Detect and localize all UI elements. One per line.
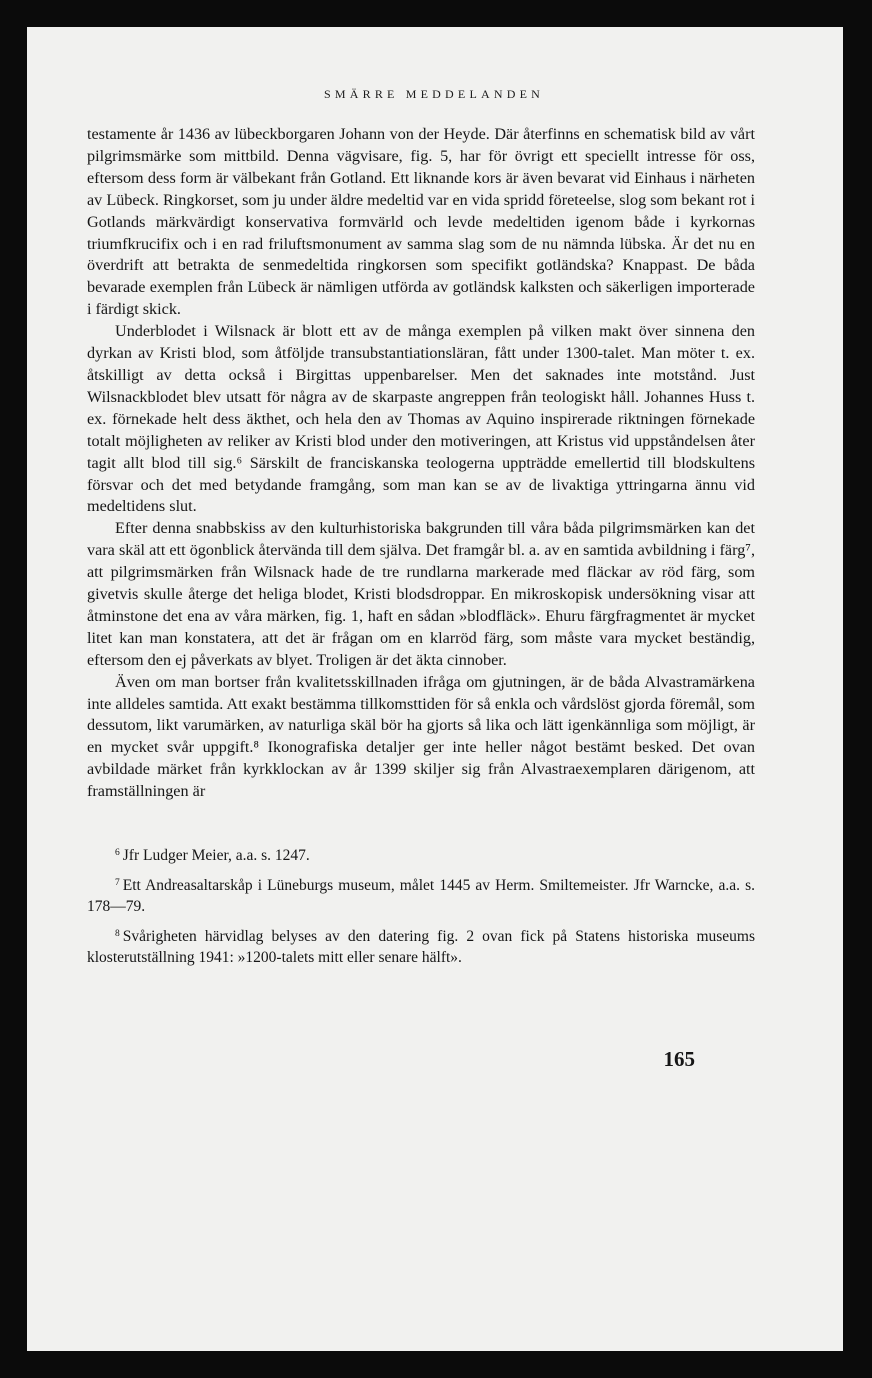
paragraph-2: Underblodet i Wilsnack är blott ett av de många exemplen på vilken makt över sinnena den dyrkan av Kristi blod, som åtföljde transubstantiationsläran, fått under 1300-talet. Man möter t. ex. åtskilligt av detta också i Birgittas uppenbarelser. Men det saknades inte motstånd. Just Wilsnackblodet blev utsatt för några av de skarpaste angreppen från teologiskt håll. Johannes Huss t. ex. förnekade helt dess äkthet, och hela den av Thomas av Aquino inspirerade riktningen förnekade totalt möjligheten av reliker av Kristi blod under den motiveringen, att Kristus vid uppståndelsen åter tagit allt blod till sig.⁶ Särskilt de franciskanska teologerna uppträdde emellertid till blodskultens försvar och det med betydande framgång, som man kan se av de livaktiga yttringarna ännu vid medeltidens slut. xyxy=(87,322,755,516)
footnotes xyxy=(87,843,755,968)
footnote-7 xyxy=(87,873,755,917)
footnote-mark: 7 xyxy=(115,878,120,889)
book-page xyxy=(27,27,843,1351)
footnote-text: Jfr Ludger Meier, a.a. s. 1247. xyxy=(122,847,310,865)
paragraph-1: testamente år 1436 av lübeckborgaren Johann von der Heyde. Där återfinns en schematisk bild av vårt pilgrimsmärke som mittbild. Denna vägvisare, fig. 5, har för övrigt ett speciellt intresse för oss, eftersom dess form är välbekant från Gotland. Ett liknande kors är även bevarat vid Einhaus i närheten av Lübeck. Ringkorset, som ju under äldre medeltid var en vida spridd företeelse, slog som bekant rot i Gotlands märkvärdigt konservativa formvärld och levde medeltiden igenom både i kyrkornas triumfkrucifix och i en rad friluftsmonument av samma slag som de nu nämnda lübska. Är det nu en överdrift att betrakta de senmedeltida ringkorsen som specifikt gotländska? Knappast. De båda bevarade exemplen från Lübeck är nämligen utförda av gotländsk kalksten och säkerligen importerade i färdigt skick. xyxy=(87,125,756,319)
footnote-8 xyxy=(87,924,755,968)
body-text xyxy=(87,124,755,803)
text-block xyxy=(87,87,755,975)
running-head: SMÄRRE MEDDELANDEN xyxy=(324,87,544,101)
footnote-6 xyxy=(87,843,755,866)
footnote-mark: 8 xyxy=(115,929,120,940)
paragraph-3: Efter denna snabbskiss av den kulturhistoriska bakgrunden till våra båda pilgrimsmärken kan det vara skäl att ett ögonblick återvända till dem själva. Det framgår bl. a. av en samtida avbildning i färg⁷, att pilgrimsmärken från Wilsnack hade de tre rundlarna markerade med fläckar av röd färg, som givetvis skulle återge det heliga blodet, Kristi blodsdroppar. En mikroskopisk undersökning visar att åtminstone det ena av våra märken, fig. 1, haft en sådan »blodfläck». Ehuru färgfragmentet är mycket litet kan man konstatera, att det är frågan om en klarröd färg, som måste vara mycket beständig, eftersom den ej påverkats av blyet. Troligen är det äkta cinnober. xyxy=(87,519,755,669)
footnote-text: Ett Andreasaltarskåp i Lüneburgs museum, målet 1445 av Herm. Smiltemeister. Jfr Warncke, a.a. s. 178—79. xyxy=(87,877,755,916)
footnote-text: Svårigheten härvidlag belyses av den datering fig. 2 ovan fick på Statens historiska museums klosterutställning 1941: »1200-talets mitt eller senare hälft». xyxy=(87,928,755,967)
footnote-mark: 6 xyxy=(115,848,120,859)
paragraph-4: Även om man bortser från kvalitetsskillnaden ifråga om gjutningen, är de båda Alvastramärkena inte alldeles samtida. Att exakt bestämma tillkomsttiden för så enkla och vårdslöst gjorda föremål, som dessutom, likt varumärken, av naturliga skäl bör ha gjorts så lika och lätt igenkännliga som möjligt, är en mycket svår uppgift.⁸ Ikonografiska detaljer ger inte heller något bestämt besked. Det ovan avbildade märket från kyrkklockan av år 1399 skiljer sig från Alvastraexemplaren därigenom, att framställningen är xyxy=(87,672,755,801)
page-number: 165 xyxy=(663,1047,695,1071)
